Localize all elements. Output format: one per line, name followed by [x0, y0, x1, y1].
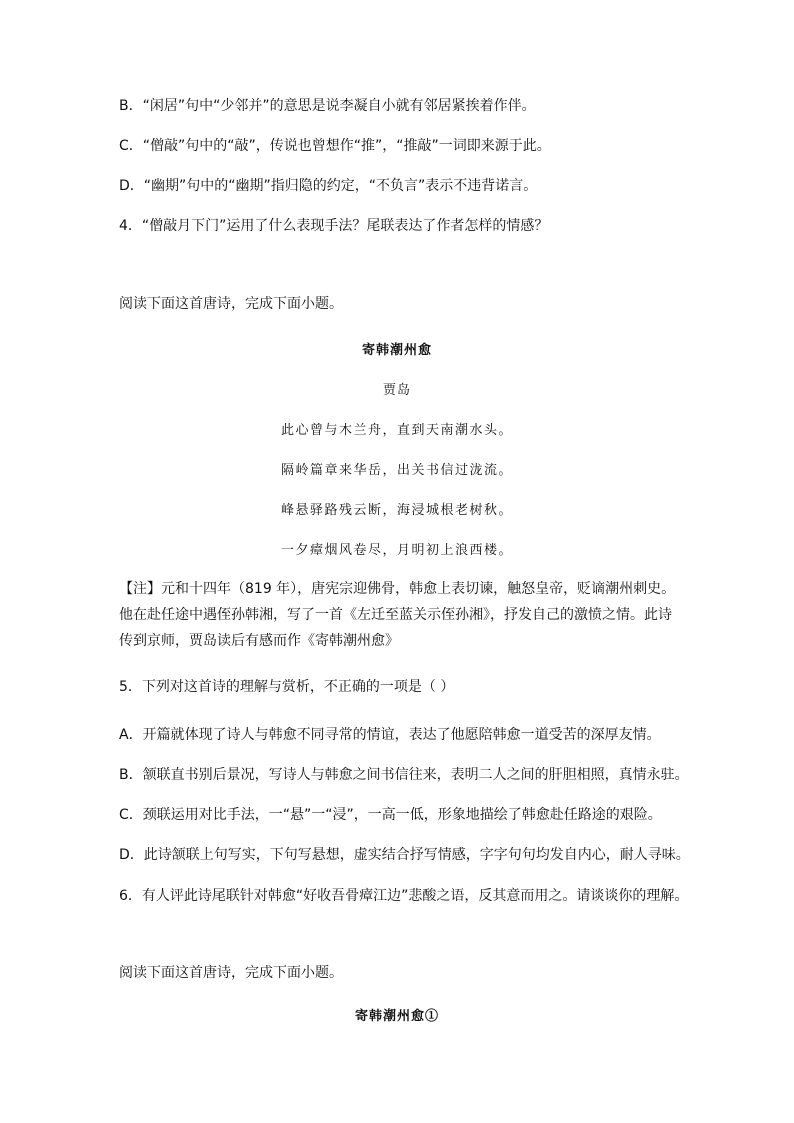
- poem-author: 贾岛: [382, 383, 411, 398]
- poem-title-2: 寄韩潮州愈①: [354, 1009, 439, 1024]
- question5-option-a: A．开篇就体现了诗人与韩愈不同寻常的情谊，表达了他愿陪韩愈一道受苦的深厚友情。: [119, 727, 661, 743]
- question3-option-c: C．“僧敲”句中的“敲”，传说也曾想作“推”，“推敲”一词即来源于此。: [119, 138, 551, 154]
- question3-option-b: B．“闲居”句中“少邻并”的意思是说李凝自小就有邻居紧挨着作伴。: [119, 98, 536, 114]
- poem-title: 寄韩潮州愈: [361, 343, 432, 358]
- note-line: 【注】元和十四年（819 年），唐宪宗迎佛骨，韩愈上表切谏，触怒皇帝，贬谪潮州刺史。: [119, 581, 676, 597]
- question5-option-c: C．颈联运用对比手法，一“悬”一“浸”，一高一低，形象地描绘了韩愈赴任路途的艰险。: [119, 807, 662, 823]
- poem-note: [119, 576, 679, 654]
- question6: 6．有人评此诗尾联针对韩愈“好收吾骨瘴江边”悲酸之语，反其意而用之。请谈谈你的理解。: [119, 888, 689, 904]
- question5-option-d: D．此诗颔联上句写实，下句写悬想，虚实结合抒写情感，字字句句均发自内心，耐人寻味。: [119, 847, 690, 863]
- question4: 4．“僧敲月下门”运用了什么表现手法？尾联表达了作者怎样的情感？: [119, 218, 549, 234]
- note-line: 传到京师，贾岛读后有感而作《寄韩潮州愈》: [119, 633, 399, 649]
- question5-option-b: B．颔联直书别后景况，写诗人与韩愈之间书信往来，表明二人之间的肝胆相照，真情永驻。: [119, 767, 689, 783]
- note-line: 他在赴任途中遇侄孙韩湘，写了一首《左迁至蓝关示侄孙湘》，抒发自己的激愤之情。此诗: [119, 607, 672, 623]
- question3-option-d: D．“幽期”句中的“幽期”指归隐的约定，“不负言”表示不违背诺言。: [119, 178, 538, 194]
- question5: 5．下列对这首诗的理解与赏析，不正确的一项是（ ）: [119, 679, 455, 695]
- poem-line: 一夕瘴烟风卷尽，月明初上浪西楼。: [280, 543, 513, 558]
- poem-line: 隔岭篇章来华岳，出关书信过泷流。: [280, 463, 513, 478]
- reading-intro: 阅读下面这首唐诗，完成下面小题。: [119, 296, 343, 312]
- poem-line: 此心曾与木兰舟，直到天南潮水头。: [280, 423, 513, 438]
- poem-line: 峰悬驿路残云断，海浸城根老树秋。: [280, 503, 513, 518]
- reading-intro-2: 阅读下面这首唐诗，完成下面小题。: [119, 965, 343, 981]
